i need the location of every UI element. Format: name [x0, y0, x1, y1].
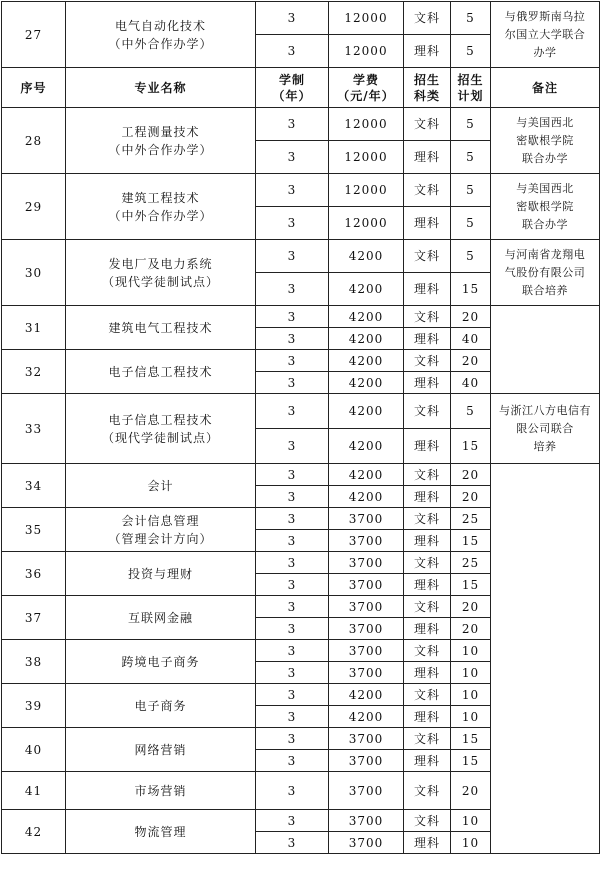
header-remark: 备注	[491, 68, 600, 108]
fee-cell: 12000	[329, 35, 404, 68]
fee-cell: 4200	[329, 684, 404, 706]
category-cell: 理科	[404, 141, 451, 174]
fee-cell: 4200	[329, 464, 404, 486]
major-name: 电子信息工程技术 （现代学徒制试点）	[66, 394, 256, 464]
remark-cell: 与美国西北 密歇根学院 联合办学	[491, 174, 600, 240]
enrollment-plan-table	[1, 1, 600, 854]
fee-cell: 3700	[329, 508, 404, 530]
major-name: 会计信息管理 （管理会计方向）	[66, 508, 256, 552]
plan-cell: 25	[451, 508, 491, 530]
years-cell: 3	[256, 429, 329, 464]
table-row	[2, 174, 600, 207]
table-row	[2, 2, 600, 35]
fee-cell: 12000	[329, 207, 404, 240]
major-name: 互联网金融	[66, 596, 256, 640]
plan-cell: 15	[451, 530, 491, 552]
fee-cell: 3700	[329, 832, 404, 854]
years-cell: 3	[256, 662, 329, 684]
fee-cell: 12000	[329, 2, 404, 35]
header-name: 专业名称	[66, 68, 256, 108]
years-cell: 3	[256, 464, 329, 486]
plan-cell: 5	[451, 2, 491, 35]
fee-cell: 4200	[329, 394, 404, 429]
years-cell: 3	[256, 596, 329, 618]
plan-cell: 5	[451, 174, 491, 207]
plan-cell: 25	[451, 552, 491, 574]
category-cell: 理科	[404, 486, 451, 508]
years-cell: 3	[256, 486, 329, 508]
plan-cell: 5	[451, 35, 491, 68]
row-number: 35	[2, 508, 66, 552]
table-row	[2, 394, 600, 429]
fee-cell: 4200	[329, 328, 404, 350]
category-cell: 理科	[404, 618, 451, 640]
plan-cell: 5	[451, 141, 491, 174]
category-cell: 文科	[404, 306, 451, 328]
years-cell: 3	[256, 574, 329, 596]
fee-cell: 3700	[329, 640, 404, 662]
header-fee: 学费 （元/年）	[329, 68, 404, 108]
category-cell: 文科	[404, 240, 451, 273]
fee-cell: 3700	[329, 552, 404, 574]
category-cell: 理科	[404, 750, 451, 772]
category-cell: 理科	[404, 530, 451, 552]
years-cell: 3	[256, 552, 329, 574]
years-cell: 3	[256, 508, 329, 530]
category-cell: 文科	[404, 350, 451, 372]
fee-cell: 3700	[329, 810, 404, 832]
category-cell: 文科	[404, 464, 451, 486]
category-cell: 文科	[404, 174, 451, 207]
major-name: 发电厂及电力系统 （现代学徒制试点）	[66, 240, 256, 306]
major-name: 工程测量技术 （中外合作办学）	[66, 108, 256, 174]
table-row	[2, 240, 600, 273]
row-number: 40	[2, 728, 66, 772]
fee-cell: 4200	[329, 429, 404, 464]
category-cell: 理科	[404, 832, 451, 854]
category-cell: 文科	[404, 552, 451, 574]
remark-cell: 与河南省龙翔电 气股份有限公司 联合培养	[491, 240, 600, 306]
major-name: 网络营销	[66, 728, 256, 772]
plan-cell: 15	[451, 574, 491, 596]
plan-cell: 15	[451, 750, 491, 772]
years-cell: 3	[256, 684, 329, 706]
remark-cell: 与美国西北 密歇根学院 联合办学	[491, 108, 600, 174]
header-no: 序号	[2, 68, 66, 108]
row-number: 42	[2, 810, 66, 854]
years-cell: 3	[256, 750, 329, 772]
category-cell: 文科	[404, 772, 451, 810]
row-number: 38	[2, 640, 66, 684]
fee-cell: 4200	[329, 372, 404, 394]
years-cell: 3	[256, 108, 329, 141]
category-cell: 理科	[404, 35, 451, 68]
fee-cell: 3700	[329, 530, 404, 552]
header-plan: 招生 计划	[451, 68, 491, 108]
years-cell: 3	[256, 372, 329, 394]
category-cell: 文科	[404, 684, 451, 706]
row-number: 33	[2, 394, 66, 464]
plan-cell: 20	[451, 464, 491, 486]
years-cell: 3	[256, 35, 329, 68]
row-number: 29	[2, 174, 66, 240]
years-cell: 3	[256, 240, 329, 273]
category-cell: 理科	[404, 207, 451, 240]
category-cell: 理科	[404, 662, 451, 684]
years-cell: 3	[256, 141, 329, 174]
row-number: 28	[2, 108, 66, 174]
category-cell: 理科	[404, 574, 451, 596]
category-cell: 理科	[404, 429, 451, 464]
row-number: 30	[2, 240, 66, 306]
row-number: 39	[2, 684, 66, 728]
row-number: 37	[2, 596, 66, 640]
years-cell: 3	[256, 618, 329, 640]
major-name: 跨境电子商务	[66, 640, 256, 684]
header-category: 招生 科类	[404, 68, 451, 108]
plan-cell: 10	[451, 706, 491, 728]
years-cell: 3	[256, 174, 329, 207]
plan-cell: 10	[451, 662, 491, 684]
fee-cell: 3700	[329, 750, 404, 772]
category-cell: 理科	[404, 328, 451, 350]
row-number: 32	[2, 350, 66, 394]
years-cell: 3	[256, 772, 329, 810]
row-number: 36	[2, 552, 66, 596]
plan-cell: 15	[451, 728, 491, 750]
years-cell: 3	[256, 207, 329, 240]
major-name: 物流管理	[66, 810, 256, 854]
fee-cell: 4200	[329, 706, 404, 728]
plan-cell: 15	[451, 429, 491, 464]
years-cell: 3	[256, 350, 329, 372]
plan-cell: 5	[451, 108, 491, 141]
category-cell: 理科	[404, 273, 451, 306]
years-cell: 3	[256, 832, 329, 854]
category-cell: 文科	[404, 596, 451, 618]
category-cell: 文科	[404, 508, 451, 530]
fee-cell: 3700	[329, 574, 404, 596]
major-name: 建筑电气工程技术	[66, 306, 256, 350]
row-number: 27	[2, 2, 66, 68]
fee-cell: 4200	[329, 240, 404, 273]
fee-cell: 3700	[329, 772, 404, 810]
years-cell: 3	[256, 728, 329, 750]
fee-cell: 3700	[329, 596, 404, 618]
major-name: 电子商务	[66, 684, 256, 728]
category-cell: 文科	[404, 640, 451, 662]
plan-cell: 10	[451, 640, 491, 662]
major-name: 电气自动化技术 （中外合作办学）	[66, 2, 256, 68]
remark-cell: 与俄罗斯南乌拉 尔国立大学联合 办学	[491, 2, 600, 68]
years-cell: 3	[256, 706, 329, 728]
years-cell: 3	[256, 2, 329, 35]
years-cell: 3	[256, 306, 329, 328]
header-years: 学制 （年）	[256, 68, 329, 108]
plan-cell: 5	[451, 207, 491, 240]
plan-cell: 10	[451, 684, 491, 706]
fee-cell: 4200	[329, 306, 404, 328]
plan-cell: 20	[451, 772, 491, 810]
fee-cell: 12000	[329, 174, 404, 207]
category-cell: 文科	[404, 108, 451, 141]
fee-cell: 12000	[329, 141, 404, 174]
category-cell: 理科	[404, 372, 451, 394]
plan-cell: 10	[451, 832, 491, 854]
plan-cell: 20	[451, 350, 491, 372]
fee-cell: 12000	[329, 108, 404, 141]
fee-cell: 4200	[329, 273, 404, 306]
category-cell: 文科	[404, 728, 451, 750]
years-cell: 3	[256, 273, 329, 306]
years-cell: 3	[256, 394, 329, 429]
row-number: 41	[2, 772, 66, 810]
plan-cell: 20	[451, 306, 491, 328]
fee-cell: 4200	[329, 486, 404, 508]
remark-cell	[491, 464, 600, 854]
table-row	[2, 306, 600, 328]
category-cell: 文科	[404, 2, 451, 35]
category-cell: 文科	[404, 394, 451, 429]
plan-cell: 20	[451, 596, 491, 618]
table-header	[2, 68, 600, 108]
plan-cell: 10	[451, 810, 491, 832]
major-name: 会计	[66, 464, 256, 508]
fee-cell: 3700	[329, 662, 404, 684]
years-cell: 3	[256, 810, 329, 832]
remark-cell	[491, 306, 600, 394]
plan-cell: 20	[451, 618, 491, 640]
plan-cell: 20	[451, 486, 491, 508]
remark-cell: 与浙江八方电信有 限公司联合 培养	[491, 394, 600, 464]
fee-cell: 3700	[329, 618, 404, 640]
table-row	[2, 108, 600, 141]
row-number: 34	[2, 464, 66, 508]
years-cell: 3	[256, 328, 329, 350]
category-cell: 文科	[404, 810, 451, 832]
row-number: 31	[2, 306, 66, 350]
plan-cell: 15	[451, 273, 491, 306]
plan-cell: 40	[451, 328, 491, 350]
years-cell: 3	[256, 530, 329, 552]
fee-cell: 4200	[329, 350, 404, 372]
table-row	[2, 464, 600, 486]
fee-cell: 3700	[329, 728, 404, 750]
major-name: 市场营销	[66, 772, 256, 810]
plan-cell: 5	[451, 240, 491, 273]
category-cell: 理科	[404, 706, 451, 728]
major-name: 投资与理财	[66, 552, 256, 596]
major-name: 电子信息工程技术	[66, 350, 256, 394]
major-name: 建筑工程技术 （中外合作办学）	[66, 174, 256, 240]
plan-cell: 5	[451, 394, 491, 429]
plan-cell: 40	[451, 372, 491, 394]
years-cell: 3	[256, 640, 329, 662]
